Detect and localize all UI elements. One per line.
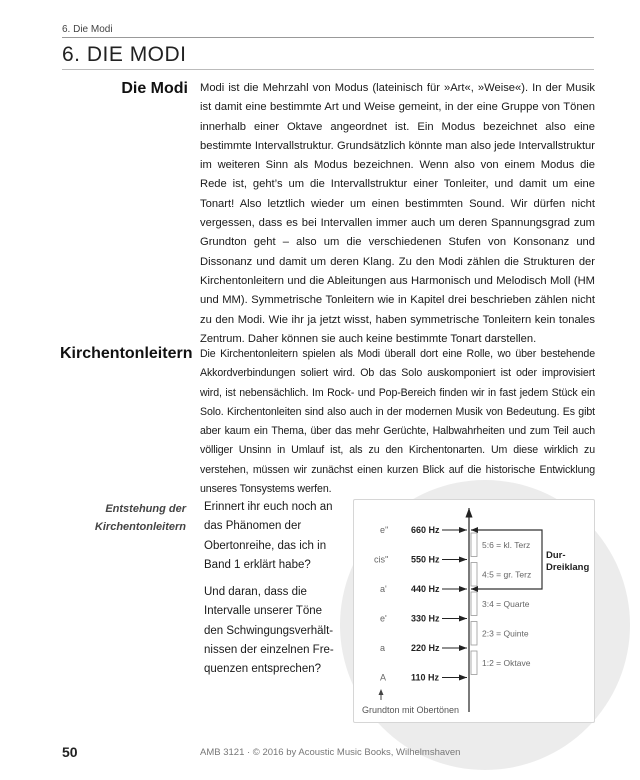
overtone-diagram-svg [354, 500, 594, 722]
note-frequency: 550 Hz [411, 554, 440, 565]
margin-note-line2: Kirchentonleitern [94, 521, 186, 533]
section-heading-kirchentonleitern: Kirchentonleitern [60, 345, 193, 362]
chord-label-1: Dur- [546, 550, 566, 561]
chord-arrow-top [471, 527, 478, 533]
note-frequency: 440 Hz [411, 584, 440, 594]
interval-label: 3:4 = Quarte [482, 598, 530, 609]
diagram-caption: Grundton mit Obertönen [362, 705, 460, 715]
note-name: a [380, 643, 386, 653]
interval-label: 1:2 = Oktave [482, 657, 531, 668]
note-name: e' [380, 613, 387, 624]
overtone-diagram [353, 499, 595, 723]
section-heading-die-modi: Die Modi [121, 80, 188, 97]
note-frequency: 660 Hz [411, 525, 440, 535]
interval-bracket [471, 651, 477, 675]
chapter-title: 6. DIE MODI [62, 42, 594, 70]
interval-label: 4:5 = gr. Terz [482, 569, 532, 580]
section-text-die-modi: Modi ist die Mehrzahl von Modus (lateinisch für »Art«, »Weise«). In der Musik ist damit eine bestimmte Art und Weise gemeint, in der eine Gruppe von Tönen innerhalb einer Oktave angeordnet ist. Ein Modus bezeichnet also eine bestimmte Intervallstruktur. Grundsätzlich könnte man also jede Intervallstruktur im weiteren Sinn als Modus bezeichnen. Wenn also von einem Modus die Rede ist, geht’s um die Intervallstruktur einer Tonleiter, und damit um eine Tonart! Also letztlich wieder um einen bestimmten Sound. Wir dürfen nicht vergessen, dass es bei Intervallen immer auch um deren Spannungsgrad zum Grundton geht – also um die verschiedenen Stufen von Konsonanz und Dissonanz und damit um deren Klang. Zu den Modi zählen die Strukturen der Kirchentonleitern und die Ableitungen aus Harmonisch und Melodisch Moll (HM und MM). Symmetrische Tonleitern wie in Kapitel drei beschrieben zählen nicht zu den Modi. Wie ihr ja jetzt wisst, haben symmetrische Tonleitern kein tonales Zentrum. Daher können sie auch keine bestimmte Tonart darstellen. [200, 82, 595, 345]
side-paragraph: Erinnert ihr euch noch an das Phänomen der Obertonreihe, das ich in Band 1 erklärt habe? [204, 501, 333, 571]
note-name: a' [380, 584, 387, 594]
interval-bracket [471, 533, 477, 557]
note-name: cis'' [374, 554, 389, 565]
note-name: e'' [380, 525, 389, 535]
interval-bracket [471, 563, 477, 587]
chord-label-2: Dreiklang [546, 562, 590, 573]
side-paragraph: Und daran, dass die Intervalle unserer Töne den Schwingungsverhält-nissen der einzelnen Fre-quenzen entsprechen? [204, 586, 334, 676]
note-frequency: 330 Hz [411, 613, 440, 624]
margin-note [70, 500, 186, 536]
side-text [204, 498, 334, 688]
interval-bracket [471, 622, 477, 646]
section-text-kirchentonleitern: Die Kirchentonleitern spielen als Modi überall dort eine Rolle, wo über bestehende Akkordverbindungen soliert wird. Ob das Solo auskomponiert ist oder improvisiert wird, ist nebensächlich. Im Rock- und Pop-Bereich finden wir in fast jedem Stück ein Solo. Kirchentonleiten sind also auch in der modernen Musik von Bedeutung. Es gibt aber kaum ein Thema, über das mehr Gerüchte, Halbwahrheiten und zum Teil auch völliger Unsinn in Umlauf ist, als zu den Kirchentonarten. Um diese wirklich zu verstehen, müssen wir zunächst einen kurzen Blick auf die historische Entwicklung unseres Tonsystems werfen. [200, 348, 595, 496]
interval-bracket [471, 592, 477, 616]
note-name: A [380, 672, 387, 683]
note-frequency: 220 Hz [411, 643, 440, 653]
page-number: 50 [62, 744, 78, 760]
interval-label: 2:3 = Quinte [482, 628, 529, 639]
interval-label: 5:6 = kl. Terz [482, 539, 531, 550]
running-head: 6. Die Modi [62, 24, 594, 38]
footer-copyright: AMB 3121 · © 2016 by Acoustic Music Books, Wilhelmshaven [200, 747, 461, 758]
margin-note-line1: Entstehung der [105, 503, 186, 515]
root-arrow-head [379, 689, 384, 695]
chord-arrow-bottom [471, 586, 478, 592]
note-frequency: 110 Hz [411, 672, 440, 683]
